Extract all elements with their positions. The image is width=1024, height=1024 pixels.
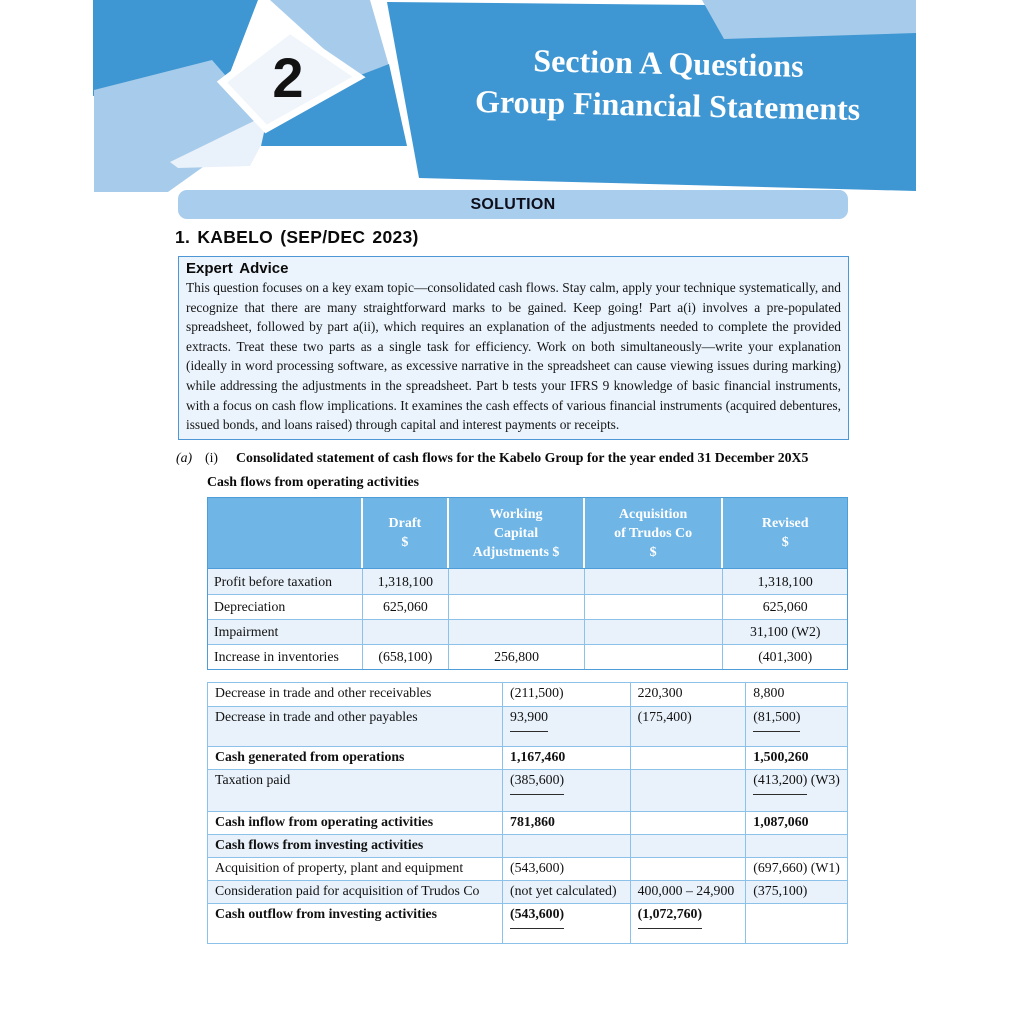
table-row: Cash inflow from operating activities 781,860 1,087,060: [208, 811, 847, 834]
table-row: Cash flows from investing activities: [208, 834, 847, 857]
table-row: Increase in inventories (658,100) 256,800 (401,300): [208, 644, 847, 669]
header-cell-working-capital: Working Capital Adjustments $: [449, 498, 585, 568]
header-cell-revised: Revised $: [761, 516, 809, 550]
header-cell-draft: Draft $: [363, 498, 450, 568]
answer-part-label: (a): [176, 450, 193, 465]
cash-flow-table-top: [207, 497, 848, 670]
section-title-line1: Section A Questions: [533, 42, 805, 84]
header-cell-acquisition: Acquisition of Trudos Co $: [585, 498, 724, 568]
table-row: Depreciation 625,060 625,060: [208, 594, 847, 619]
statement-title: Consolidated statement of cash flows for the Kabelo Group for the year ended 31 December 20X5: [236, 450, 809, 465]
table-row: Taxation paid (385,600) (413,200) (W3): [208, 769, 847, 811]
chapter-number: 2: [272, 46, 304, 109]
chapter-header-graphic: [0, 0, 1024, 196]
table-header-row: [208, 498, 847, 569]
answer-sub-label: (i): [205, 450, 219, 465]
table-row: Cash outflow from investing activities (543,600) (1,072,760): [208, 903, 847, 943]
operating-activities-heading: Cash flows from operating activities: [207, 474, 420, 489]
table-row: Impairment 31,100 (W2): [208, 619, 847, 644]
solution-banner: [178, 190, 848, 219]
table-row: Profit before taxation 1,318,100 1,318,100: [208, 569, 847, 594]
table-row: Acquisition of property, plant and equipment (543,600) (697,660) (W1): [208, 857, 847, 880]
header-cell-empty: [208, 498, 363, 568]
table-row: Cash generated from operations 1,167,460 1,500,260: [208, 746, 847, 769]
table-row: Consideration paid for acquisition of Trudos Co (not yet calculated) 400,000 – 24,900 (375,100): [208, 880, 847, 903]
expert-advice-body: This question focuses on a key exam topic—consolidated cash flows. Stay calm, apply your technique systematically, and recognize that there are many straightforward marks to be gained. Keep going! Part a(i) involves a pre-populated spreadsheet, followed by part a(ii), which requires an explanation of the adjustments needed to complete the provided extracts. Treat these two parts as a single task for efficiency. Work on both simultaneously—write your explanation (ideally in word processing software, as excessive narrative in the spreadsheet can cause viewing issues during marking) while addressing the adjustments in the spreadsheet. Part b tests your IFRS 9 knowledge of basic financial instruments, with a focus on cash flow implications. It examines the cash effects of various financial instruments (acquired debentures, issued bonds, and loans raised) through capital and interest payments or receipts.: [186, 280, 841, 433]
question-heading: 1. KABELO (SEP/DEC 2023): [175, 227, 419, 247]
expert-advice-title: Expert Advice: [186, 260, 289, 277]
cash-flow-table-bottom: [207, 682, 848, 944]
solution-banner-label: SOLUTION: [470, 195, 556, 213]
table-row: Decrease in trade and other payables 93,900 (175,400) (81,500): [208, 706, 847, 746]
section-title-line2: Group Financial Statements: [474, 82, 861, 128]
table-row: Decrease in trade and other receivables (211,500) 220,300 8,800: [208, 683, 847, 706]
expert-advice-box: [178, 256, 849, 440]
header-banner-tab: [702, 0, 916, 39]
answer-heading-line: [176, 450, 856, 466]
